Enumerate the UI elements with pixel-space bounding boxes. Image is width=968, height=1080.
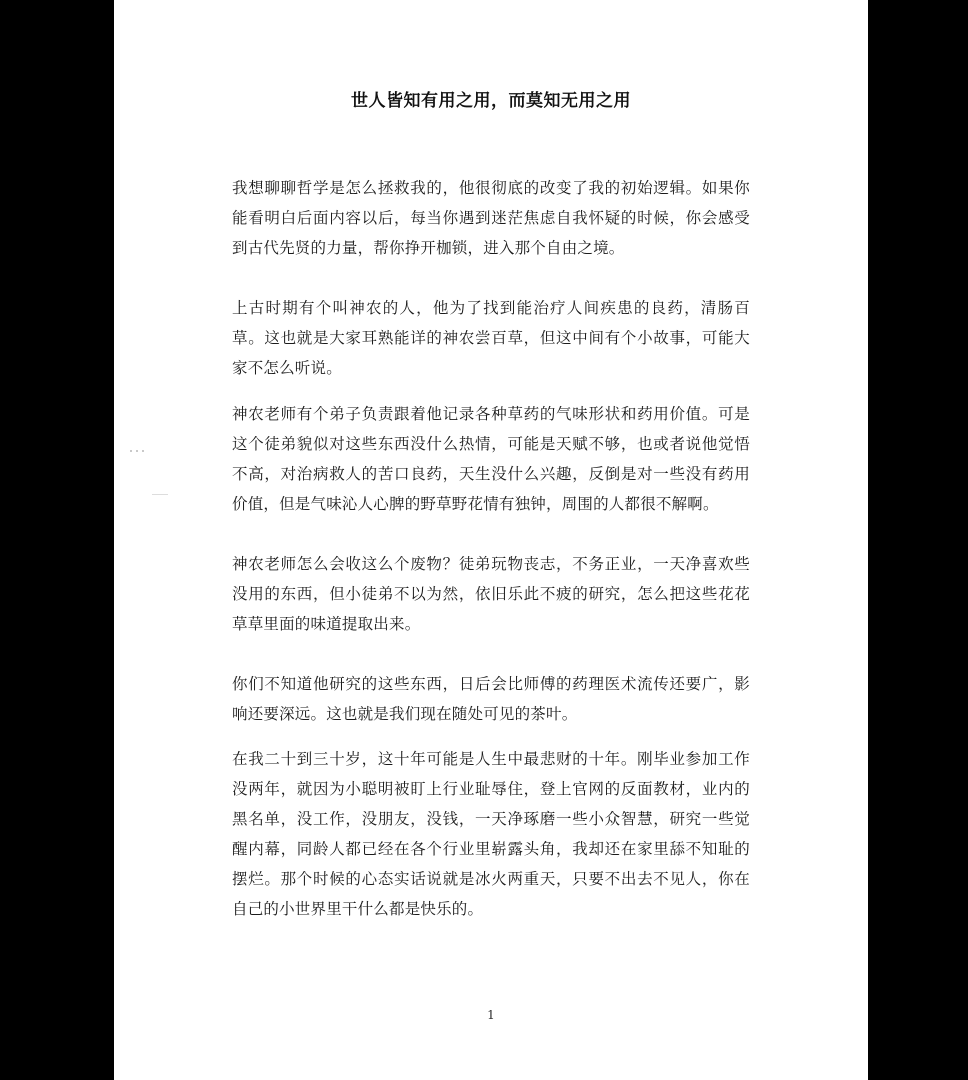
paragraph-2: 上古时期有个叫神农的人，他为了找到能治疗人间疾患的良药，清肠百草。这也就是大家耳熟能详的神农尝百草，但这中间有个小故事，可能大家不怎么听说。: [232, 299, 750, 377]
paragraph-1: 我想聊聊哲学是怎么拯救我的，他很彻底的改变了我的初始逻辑。如果你能看明白后面内容以后，每当你遇到迷茫焦虑自我怀疑的时候，你会感受到古代先贤的力量，帮你挣开枷锁，进入那个自由之境。: [232, 179, 750, 257]
document-page: [114, 0, 868, 1080]
paragraph-5: 你们不知道他研究的这些东西，日后会比师傅的药理医术流传还要广，影响还要深远。这也就是我们现在随处可见的茶叶。: [232, 674, 750, 723]
page-number: 1: [487, 1008, 495, 1022]
paragraph-3: 神农老师有个弟子负责跟着他记录各种草药的气味形状和药用价值。可是这个徒弟貌似对这些东西没什么热情，可能是天赋不够，也或者说他觉悟不高，对治病救人的苦口良药，天生没什么兴趣，反倒是对一些没有药用价值，但是气味沁人心脾的野草野花情有独钟，周围的人都很不解啊。: [232, 404, 750, 513]
paragraph-6: 在我二十到三十岁，这十年可能是人生中最悲财的十年。刚毕业参加工作没两年，就因为小聪明被盯上行业耻辱住，登上官网的反面教材，业内的黑名单，没工作，没朋友，没钱，一天净琢磨一些小众智慧，研究一些觉醒内幕，同龄人都已经在各个行业里崭露头角，我却还在家里舔不知耻的摆烂。那个时候的心态实话说就是冰火两重天，只要不出去不见人，你在自己的小世界里干什么都是快乐的。: [232, 750, 750, 918]
page-title: 世人皆知有用之用，而莫知无用之用: [351, 91, 631, 111]
page-content-area: [114, 0, 868, 1080]
margin-annotation-marks: [130, 448, 170, 508]
paragraph-4: 神农老师怎么会收这么个废物？徒弟玩物丧志，不务正业，一天净喜欢些没用的东西，但小徒弟不以为然，依旧乐此不疲的研究，怎么把这些花花草草里面的味道提取出来。: [232, 554, 750, 633]
